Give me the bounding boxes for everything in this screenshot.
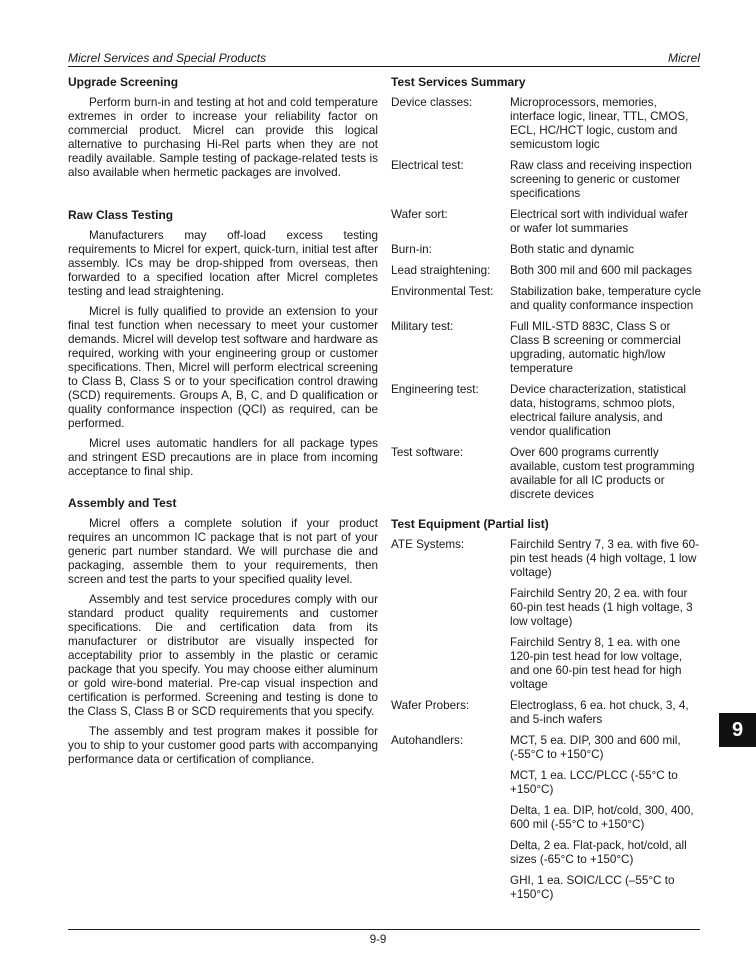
- equipment-category: ATE Systems:: [391, 538, 465, 551]
- paragraph: Micrel uses automatic handlers for all package types and stringent ESD precautions are in place from incoming acceptance to final ship.: [68, 437, 378, 478]
- equipment-item: MCT, 5 ea. DIP, 300 and 600 mil, (-55°C to +150°C): [510, 734, 681, 761]
- equipment-category: Wafer Probers:: [391, 699, 470, 712]
- summary-row: [391, 96, 701, 152]
- summary-row: [391, 285, 701, 313]
- summary-row: [391, 243, 701, 257]
- summary-key: Lead straightening:: [391, 264, 491, 277]
- equipment-item: Fairchild Sentry 7, 3 ea. with five 60-pin test heads (4 high voltage, 1 low voltage): [510, 538, 700, 579]
- equipment-item: Fairchild Sentry 20, 2 ea. with four 60-pin test heads (1 high voltage, 3 low voltage): [510, 587, 693, 628]
- test-services-summary: [391, 75, 701, 509]
- summary-row: [391, 264, 701, 278]
- equipment-item: Fairchild Sentry 8, 1 ea. with one 120-pin test head for low voltage, and one 60-pin test head for high voltage: [510, 636, 683, 691]
- section-heading: Raw Class Testing: [68, 208, 174, 222]
- paragraph: Micrel offers a complete solution if your product requires an uncommon IC package that is not part of your generic part number standard. We will purchase die and packaging, assemble them to your requirements, then screen and test the parts to your specified quality level.: [68, 517, 378, 586]
- chapter-tab: 9: [719, 713, 756, 747]
- section-assembly-and-test: [68, 496, 378, 773]
- equipment-category: Autohandlers:: [391, 734, 464, 747]
- running-header: [68, 51, 700, 67]
- paragraph: Perform burn-in and testing at hot and cold temperature extremes in order to increase your reliability factor on commercial product. Micrel can provide this logical alternative to purchasing Hi-Rel parts when they are not readily available. Sample testing of package-related tests is also available when hermetic packages are involved.: [68, 96, 378, 179]
- paragraph: Manufacturers may off-load excess testing requirements to Micrel for expert, quick-turn, initial test after assembly. ICs may be drop-shipped from overseas, then forwarded to a specified location after Micrel completes testing and lead straightening.: [68, 229, 378, 298]
- footer-rule: [68, 929, 700, 930]
- section-heading: Upgrade Screening: [68, 75, 179, 89]
- summary-value: Raw class and receiving inspection screening to generic or customer specifications: [510, 159, 692, 200]
- section-heading: Test Services Summary: [391, 75, 526, 89]
- summary-row: [391, 320, 701, 376]
- summary-value: Full MIL-STD 883C, Class S or Class B screening or commercial upgrading, automatic high/low temperature: [510, 320, 681, 375]
- summary-row: [391, 208, 701, 236]
- summary-key: Military test:: [391, 320, 454, 333]
- summary-key: Wafer sort:: [391, 208, 448, 221]
- equipment-group: [391, 734, 701, 909]
- section-upgrade-screening: [68, 75, 378, 186]
- paragraph: The assembly and test program makes it possible for you to ship to your customer good parts with accompanying performance data or certification of compliance.: [68, 725, 378, 766]
- equipment-item: Delta, 2 ea. Flat-pack, hot/cold, all sizes (-65°C to +150°C): [510, 839, 687, 866]
- summary-row: [391, 159, 701, 201]
- section-heading: Test Equipment (Partial list): [391, 517, 549, 531]
- header-section-title: Micrel Services and Special Products: [68, 51, 267, 65]
- summary-value: Electrical sort with individual wafer or wafer lot summaries: [510, 208, 688, 235]
- equipment-group: [391, 538, 701, 699]
- summary-value: Both 300 mil and 600 mil packages: [510, 264, 692, 277]
- page-number: 9-9: [369, 934, 387, 946]
- equipment-item: Electroglass, 6 ea. hot chuck, 3, 4, and 5-inch wafers: [510, 699, 689, 726]
- paragraph: Assembly and test service procedures comply with our standard product quality requirements and customer specifications. Die and certification data from its manufacturer or distributor are visually inspected for acceptability prior to assembly in the plastic or ceramic package that you specify. You may choose either aluminum or gold wire-bond material. Pre-cap visual inspection and certification is performed. Screening and testing is done to the Class S, Class B or SCD requirements that you specify.: [68, 593, 378, 718]
- equipment-item: MCT, 1 ea. LCC/PLCC (-55°C to +150°C): [510, 769, 678, 796]
- summary-value: Device characterization, statistical data, histograms, schmoo plots, electrical failure analysis, and vendor qualification: [510, 383, 687, 438]
- summary-key: Burn-in:: [391, 243, 432, 256]
- equipment-item: Delta, 1 ea. DIP, hot/cold, 300, 400, 600 mil (-55°C to +150°C): [510, 804, 694, 831]
- summary-row: [391, 446, 701, 502]
- summary-value: Both static and dynamic: [510, 243, 635, 256]
- header-company: Micrel: [668, 51, 700, 65]
- test-equipment-list: [391, 517, 701, 909]
- equipment-item: GHI, 1 ea. SOIC/LCC (–55°C to +150°C): [510, 874, 675, 901]
- summary-row: [391, 383, 701, 439]
- section-heading: Assembly and Test: [68, 496, 177, 510]
- summary-key: Engineering test:: [391, 383, 479, 396]
- summary-value: Over 600 programs currently available, custom test programming available for all IC products or discrete devices: [510, 446, 695, 501]
- section-raw-class-testing: [68, 208, 378, 485]
- summary-key: Test software:: [391, 446, 464, 459]
- summary-key: Environmental Test:: [391, 285, 494, 298]
- paragraph: Micrel is fully qualified to provide an extension to your final test function when necessary to meet your customer demands. Micrel will develop test software and hardware as required, working with your engineering group or customer specifications. Then, Micrel will perform electrical screening to Class B, Class S or to your specification control drawing (SCD) requirements. Groups A, B, C, and D qualification or quality conformance inspection (QCI) as required, can be performed.: [68, 305, 378, 430]
- equipment-group: [391, 699, 701, 734]
- summary-key: Device classes:: [391, 96, 473, 109]
- summary-value: Stabilization bake, temperature cycle and quality conformance inspection: [510, 285, 701, 312]
- summary-value: Microprocessors, memories, interface logic, linear, TTL, CMOS, ECL, HC/HCT logic, custom and semicustom logic: [510, 96, 689, 151]
- summary-key: Electrical test:: [391, 159, 464, 172]
